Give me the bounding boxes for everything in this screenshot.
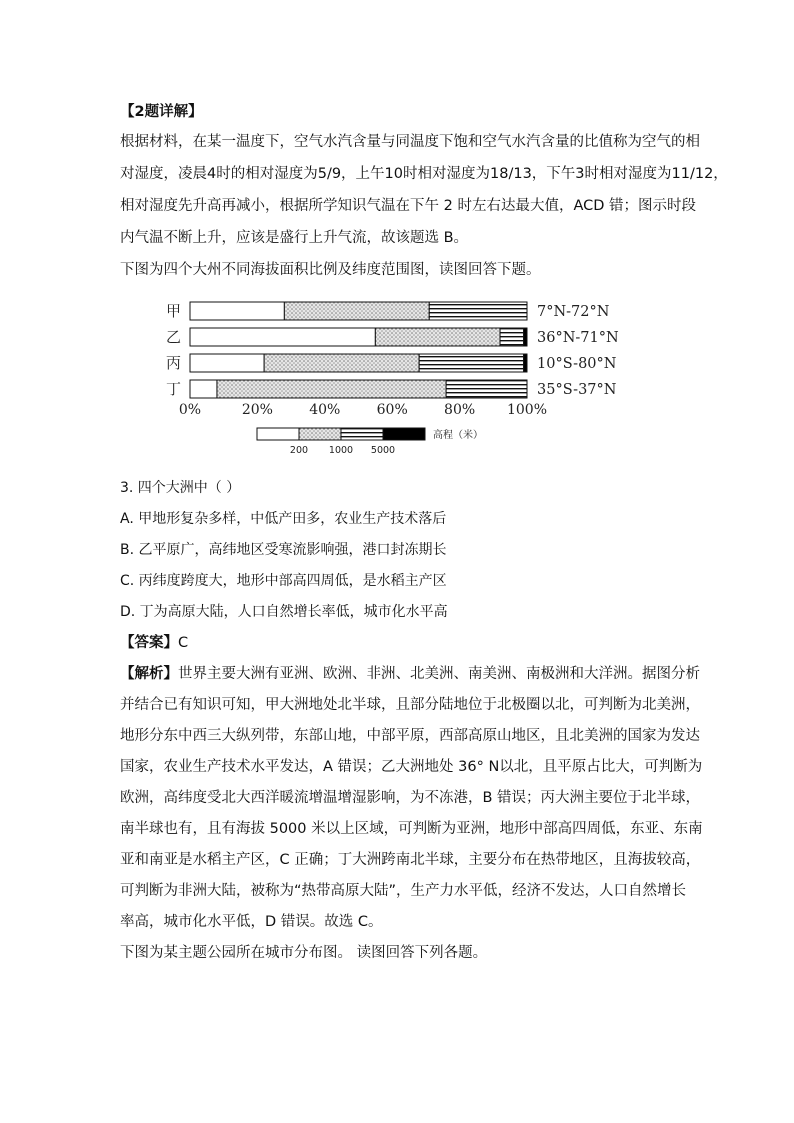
altitude-chart (155, 296, 635, 464)
analysis-label: 【解析】 (120, 666, 178, 682)
section-heading: 【2题详解】 (120, 104, 203, 120)
x-tick-label: 40% (309, 402, 341, 418)
x-tick-label: 60% (376, 402, 408, 418)
legend-swatch (299, 428, 341, 440)
bar-segment (446, 380, 527, 398)
figure-intro: 下图为某主题公园所在城市分布图。 读图回答下列各题。 (120, 945, 488, 961)
analysis-line: 地形分东中西三大纵列带，东部山地，中部平原，西部高原山地区，且北美洲的国家为发达 (120, 728, 700, 744)
analysis-line: 国家，农业生产技术水平发达，A 错误；乙大洲地处 36° N以北，且平原占比大，可判断为 (120, 759, 703, 775)
x-tick-label: 0% (178, 402, 202, 418)
analysis-line: 南半球也有，且有海拔 5000 米以上区域，可判断为亚洲，地形中部高四周低，东亚、东南 (120, 821, 703, 837)
legend-title: 高程（米） (433, 430, 483, 441)
analysis-line: 可判断为非洲大陆，被称为“热带高原大陆”，生产力水平低，经济不发达，人口自然增长 (120, 883, 687, 899)
question-stem: 3. 四个大洲中（ ） (120, 480, 241, 496)
category-label: 乙 (165, 328, 181, 346)
analysis-line: 欧洲，高纬度受北大西洋暖流增温增湿影响，为不冻港，B 错误；丙大洲主要位于北半球， (120, 790, 701, 806)
latitude-label: 10°S-80°N (537, 356, 617, 372)
analysis-line (120, 664, 700, 684)
legend-swatch (257, 428, 299, 440)
bar-segment (524, 328, 527, 346)
bar-segment (524, 354, 527, 372)
option-d: D. 丁为高原大陆，人口自然增长率低，城市化水平高 (120, 604, 448, 620)
bar-segment (264, 354, 419, 372)
bar-segment (500, 328, 524, 346)
bar-segment (190, 354, 264, 372)
bar-segment (419, 354, 523, 372)
bar-segment (217, 380, 446, 398)
legend-label: 1000 (328, 445, 354, 456)
category-label: 甲 (165, 302, 181, 320)
analysis-line: 并结合已有知识可知，甲大洲地处北半球，且部分陆地位于北极圈以北，可判断为北美洲， (120, 697, 700, 713)
bar-segment (429, 302, 527, 320)
latitude-label: 35°S-37°N (537, 382, 617, 398)
legend-label: 200 (289, 445, 309, 456)
option-c: C. 丙纬度跨度大，地形中部高四周低，是水稻主产区 (120, 573, 447, 589)
answer-label: 【答案】 (120, 635, 178, 651)
analysis-line: 亚和南亚是水稻主产区，C 正确；丁大洲跨南北半球，主要分布在热带地区，且海拔较高， (120, 852, 701, 868)
explanation-line: 内气温不断上升，应该是盛行上升气流，故该题选 B。 (120, 230, 469, 246)
bar-segment (284, 302, 429, 320)
analysis-text: 世界主要大洲有亚洲、欧洲、非洲、北美洲、南美洲、南极洲和大洋洲。据图分析 (178, 666, 700, 682)
analysis-line: 率高，城市化水平低，D 错误。故选 C。 (120, 914, 383, 930)
x-tick-label: 100% (506, 402, 548, 418)
x-tick-label: 80% (444, 402, 476, 418)
legend-swatch (383, 428, 425, 440)
figure-intro: 下图为四个大州不同海拔面积比例及纬度范围图，读图回答下题。 (120, 262, 541, 278)
legend-label: 5000 (370, 445, 396, 456)
explanation-line: 根据材料，在某一温度下，空气水汽含量与同温度下饱和空气水汽含量的比值称为空气的相 (120, 134, 700, 150)
latitude-label: 36°N-71°N (537, 330, 619, 346)
option-b: B. 乙平原广，高纬地区受寒流影响强，港口封冻期长 (120, 542, 447, 558)
bar-segment (190, 380, 217, 398)
option-a: A. 甲地形复杂多样，中低产田多，农业生产技术落后 (120, 511, 447, 527)
bar-segment (190, 328, 375, 346)
bar-segment (190, 302, 284, 320)
bar-segment (375, 328, 500, 346)
explanation-line: 相对湿度先升高再减小，根据所学知识气温在下午 2 时左右达最大值，ACD 错；图示时段 (120, 198, 697, 214)
latitude-label: 7°N-72°N (537, 304, 610, 320)
category-label: 丙 (165, 354, 181, 372)
category-label: 丁 (165, 380, 181, 398)
legend-swatch (341, 428, 383, 440)
answer-value: C (178, 635, 189, 651)
answer-line (120, 633, 188, 653)
explanation-line: 对湿度，凌晨4时的相对湿度为5/9，上午10时相对湿度为18/13，下午3时相对湿度为11/12， (120, 166, 728, 182)
x-tick-label: 20% (241, 402, 273, 418)
